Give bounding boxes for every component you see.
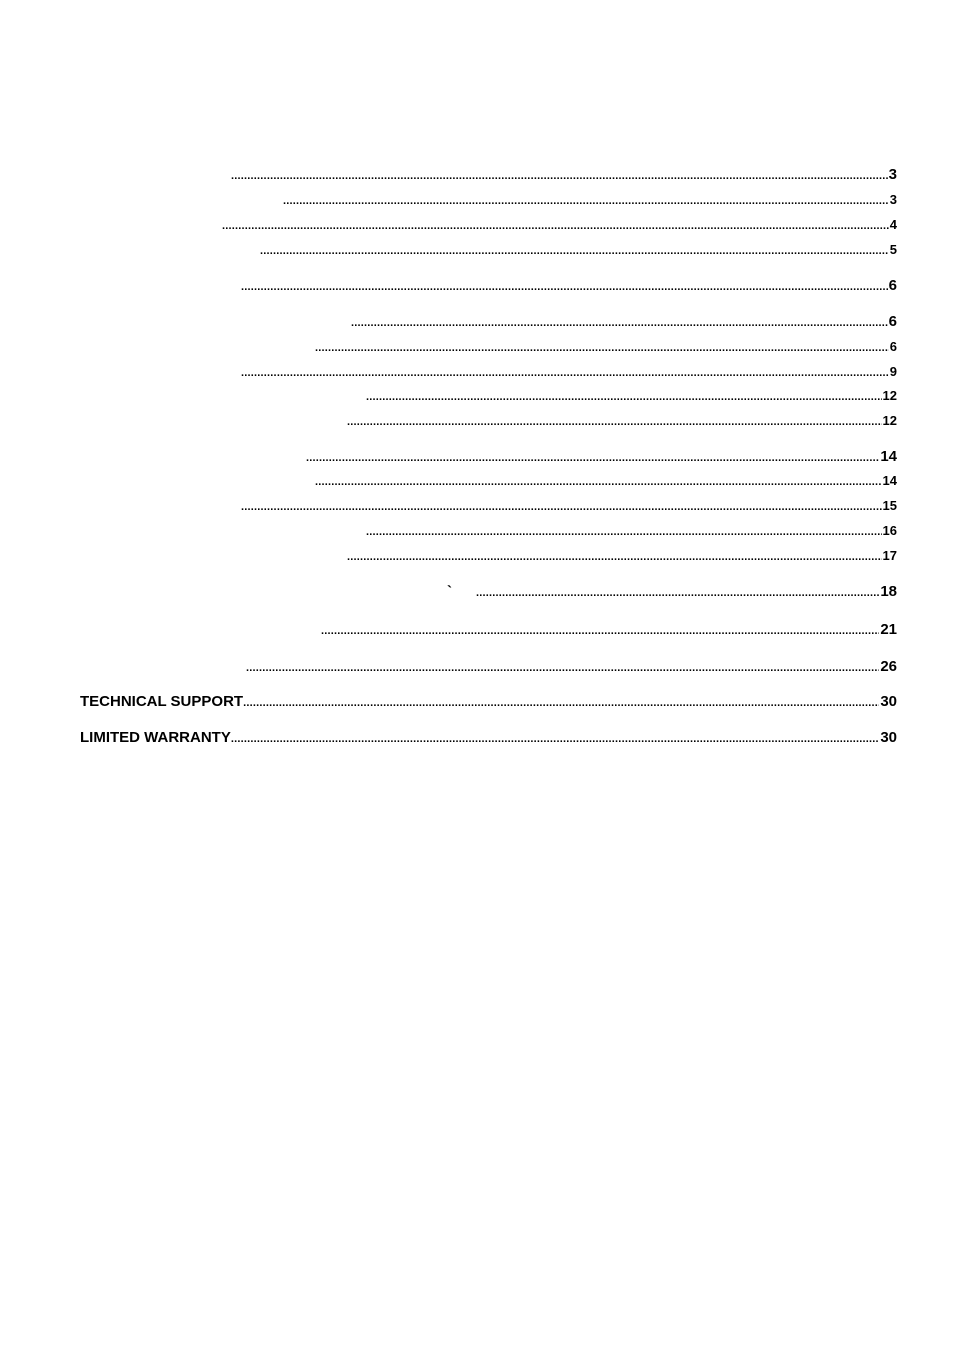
toc-page-number: 4	[889, 217, 897, 232]
toc-page-number: 26	[880, 658, 897, 675]
toc-page-number: 17	[882, 548, 897, 563]
toc-entry[interactable]	[222, 217, 897, 232]
toc-dot-leader	[260, 245, 889, 257]
toc-dot-leader	[243, 697, 879, 709]
toc-page-number: 12	[882, 413, 897, 428]
toc-entry[interactable]	[476, 583, 897, 600]
toc-page-number: 3	[889, 192, 897, 207]
toc-entry[interactable]	[241, 277, 897, 294]
toc-dot-leader	[347, 416, 882, 428]
toc-dot-leader	[241, 501, 882, 513]
toc-entry[interactable]	[283, 192, 897, 207]
stray-backtick-mark: `	[447, 583, 452, 600]
toc-page-number: 18	[880, 583, 897, 600]
toc-dot-leader	[246, 662, 879, 674]
toc-dot-leader	[347, 551, 882, 563]
toc-entry-label: TECHNICAL SUPPORT	[80, 693, 244, 710]
toc-page-number: 9	[889, 364, 897, 379]
toc-dot-leader	[351, 317, 888, 329]
toc-page-number: 3	[888, 166, 897, 183]
toc-dot-leader	[476, 587, 879, 599]
toc-entry-technical-support[interactable]	[80, 693, 897, 710]
toc-entry[interactable]	[260, 242, 897, 257]
toc-entry[interactable]	[246, 658, 897, 675]
toc-page-number: 30	[880, 693, 897, 710]
toc-page-number: 6	[888, 313, 897, 330]
toc-page-number: 14	[882, 473, 897, 488]
toc-entry[interactable]	[315, 339, 897, 354]
toc-page-number: 14	[880, 448, 897, 465]
toc-dot-leader	[366, 526, 882, 538]
toc-page-number: 6	[889, 339, 897, 354]
toc-dot-leader	[315, 342, 889, 354]
toc-entry[interactable]	[347, 413, 897, 428]
toc-entry[interactable]	[351, 313, 897, 330]
toc-page-number: 5	[889, 242, 897, 257]
toc-dot-leader	[231, 170, 888, 182]
toc-entry[interactable]	[241, 364, 897, 379]
toc-entry-label: LIMITED WARRANTY	[80, 729, 231, 746]
toc-page-number: 6	[888, 277, 897, 294]
toc-dot-leader	[241, 281, 888, 293]
toc-entry[interactable]	[241, 498, 897, 513]
toc-dot-leader	[306, 452, 879, 464]
toc-page-number: 12	[882, 388, 897, 403]
toc-page-number: 16	[882, 523, 897, 538]
toc-entry[interactable]	[347, 548, 897, 563]
toc-entry[interactable]	[315, 473, 897, 488]
toc-entry[interactable]	[231, 166, 897, 183]
toc-dot-leader	[315, 476, 882, 488]
toc-page-number: 15	[882, 498, 897, 513]
toc-dot-leader	[231, 733, 879, 745]
toc-page-number: 30	[880, 729, 897, 746]
toc-dot-leader	[222, 220, 889, 232]
toc-page-number: 21	[880, 621, 897, 638]
toc-dot-leader	[241, 367, 889, 379]
toc-entry[interactable]	[366, 388, 897, 403]
toc-entry[interactable]	[306, 448, 897, 465]
toc-dot-leader	[321, 625, 879, 637]
toc-dot-leader	[283, 195, 889, 207]
toc-entry[interactable]	[321, 621, 897, 638]
toc-entry-limited-warranty[interactable]	[80, 729, 897, 746]
toc-dot-leader	[366, 391, 882, 403]
toc-entry[interactable]	[366, 523, 897, 538]
